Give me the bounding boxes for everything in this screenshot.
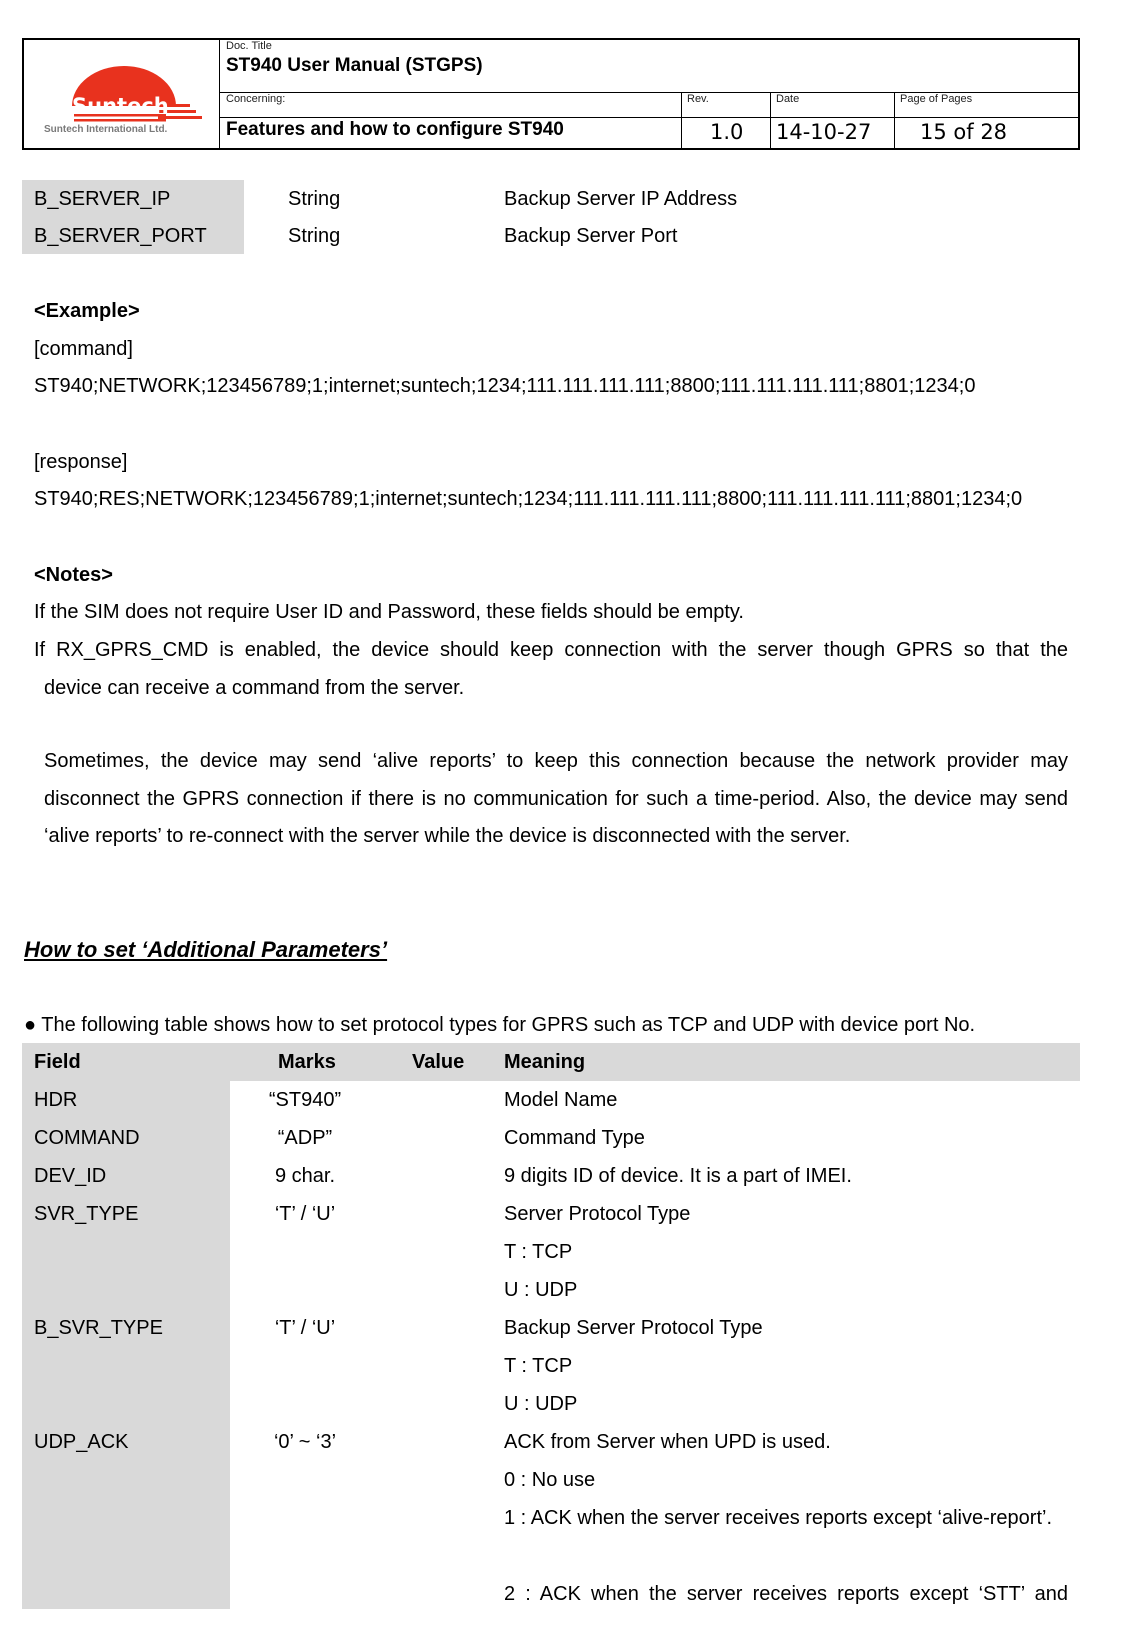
notes-paragraph-2: If RX_GPRS_CMD is enabled, the device should keep connection with the server though GPRS so that the bbox=[34, 639, 1068, 661]
document-header bbox=[22, 38, 1080, 150]
param-header-field: Field bbox=[34, 1051, 81, 1073]
concerning-label: Concerning: bbox=[226, 93, 286, 105]
param-row-meaning: Command Type bbox=[504, 1127, 645, 1149]
rev-value: 1.0 bbox=[710, 120, 744, 144]
top-table-type: String bbox=[288, 225, 341, 247]
top-table-desc: Backup Server IP Address bbox=[504, 188, 738, 210]
section-bullet: ● The following table shows how to set protocol types for GPRS such as TCP and UDP with device port No. bbox=[24, 1014, 976, 1036]
top-table-field: B_SERVER_PORT bbox=[34, 225, 207, 247]
notes-line-1: If the SIM does not require User ID and Password, these fields should be empty. bbox=[34, 601, 744, 623]
param-row-field: SVR_TYPE bbox=[34, 1203, 139, 1225]
page-label: Page of Pages bbox=[900, 93, 973, 105]
param-row-meaning: 9 digits ID of device. It is a part of IMEI. bbox=[504, 1165, 852, 1187]
param-row-field: COMMAND bbox=[34, 1127, 140, 1149]
top-table-field: B_SERVER_IP bbox=[34, 188, 171, 210]
param-row-marks: ‘T’ / ‘U’ bbox=[274, 1203, 336, 1225]
command-text: ST940;NETWORK;123456789;1;internet;suntech;1234;111.111.111.111;8800;111.111.111.111;8801;1234;0 bbox=[34, 375, 976, 397]
logo-subtext: Suntech International Ltd. bbox=[44, 124, 168, 135]
param-row-marks: ‘0’ ~ ‘3’ bbox=[273, 1431, 337, 1453]
param-row-meaning: T : TCP bbox=[504, 1355, 573, 1377]
param-row-meaning: 0 : No use bbox=[504, 1469, 596, 1491]
param-row-meaning: Server Protocol Type bbox=[504, 1203, 691, 1225]
param-row-meaning: 2 : ACK when the server receives reports except ‘STT’ and bbox=[504, 1583, 1068, 1605]
param-row-meaning: Backup Server Protocol Type bbox=[504, 1317, 763, 1339]
param-row-field: B_SVR_TYPE bbox=[34, 1317, 163, 1339]
param-row-field: UDP_ACK bbox=[34, 1431, 129, 1453]
param-row-meaning: T : TCP bbox=[504, 1241, 573, 1263]
param-row-field: DEV_ID bbox=[34, 1165, 107, 1187]
top-table-type: String bbox=[288, 188, 341, 210]
page-value: 15 of 28 bbox=[920, 120, 1008, 144]
command-label: [command] bbox=[34, 338, 133, 360]
response-label: [response] bbox=[34, 451, 128, 473]
date-value: 14-10-27 bbox=[776, 120, 872, 144]
section-heading: How to set ‘Additional Parameters’ bbox=[24, 937, 388, 962]
response-text: ST940;RES;NETWORK;123456789;1;internet;suntech;1234;111.111.111.111;8800;111.111.111.111;8801;1234;0 bbox=[34, 488, 1023, 510]
param-row-marks: “ST940” bbox=[268, 1089, 342, 1111]
param-row-meaning: Model Name bbox=[504, 1089, 618, 1111]
concerning-value: Features and how to configure ST940 bbox=[226, 119, 564, 140]
suntech-logo bbox=[42, 66, 204, 138]
param-row-marks: ‘T’ / ‘U’ bbox=[274, 1317, 336, 1339]
logo-text: Suntech bbox=[72, 94, 169, 118]
param-row-meaning: U : UDP bbox=[504, 1279, 578, 1301]
doc-title-label: Doc. Title bbox=[226, 40, 272, 52]
notes-heading: <Notes> bbox=[34, 564, 113, 586]
top-table-desc: Backup Server Port bbox=[504, 225, 678, 247]
example-heading: <Example> bbox=[34, 300, 140, 322]
param-row-meaning: 1 : ACK when the server receives reports except ‘alive-report’. bbox=[504, 1507, 1053, 1529]
param-row-field: HDR bbox=[34, 1089, 78, 1111]
notes-paragraph-2-cont: device can receive a command from the server. bbox=[44, 677, 465, 699]
date-label: Date bbox=[776, 93, 800, 105]
param-row-meaning: ACK from Server when UPD is used. bbox=[504, 1431, 831, 1453]
param-row-meaning: U : UDP bbox=[504, 1393, 578, 1415]
doc-title: ST940 User Manual (STGPS) bbox=[226, 55, 483, 76]
notes-paragraph-3: Sometimes, the device may send ‘alive reports’ to keep this connection because the network provider may disconnect the GPRS connection if there is no communication for such a time-period. Also, the device may send ‘alive reports’ to re-connect with the server while the device is disconnected with the server. bbox=[44, 750, 1068, 847]
param-header-marks: Marks bbox=[278, 1051, 336, 1073]
param-row-marks: “ADP” bbox=[277, 1127, 333, 1149]
param-row-marks: 9 char. bbox=[274, 1165, 336, 1187]
rev-label: Rev. bbox=[687, 93, 709, 105]
param-table-field-column bbox=[22, 1081, 230, 1609]
param-header-value: Value bbox=[412, 1051, 465, 1073]
param-header-meaning: Meaning bbox=[504, 1051, 586, 1073]
